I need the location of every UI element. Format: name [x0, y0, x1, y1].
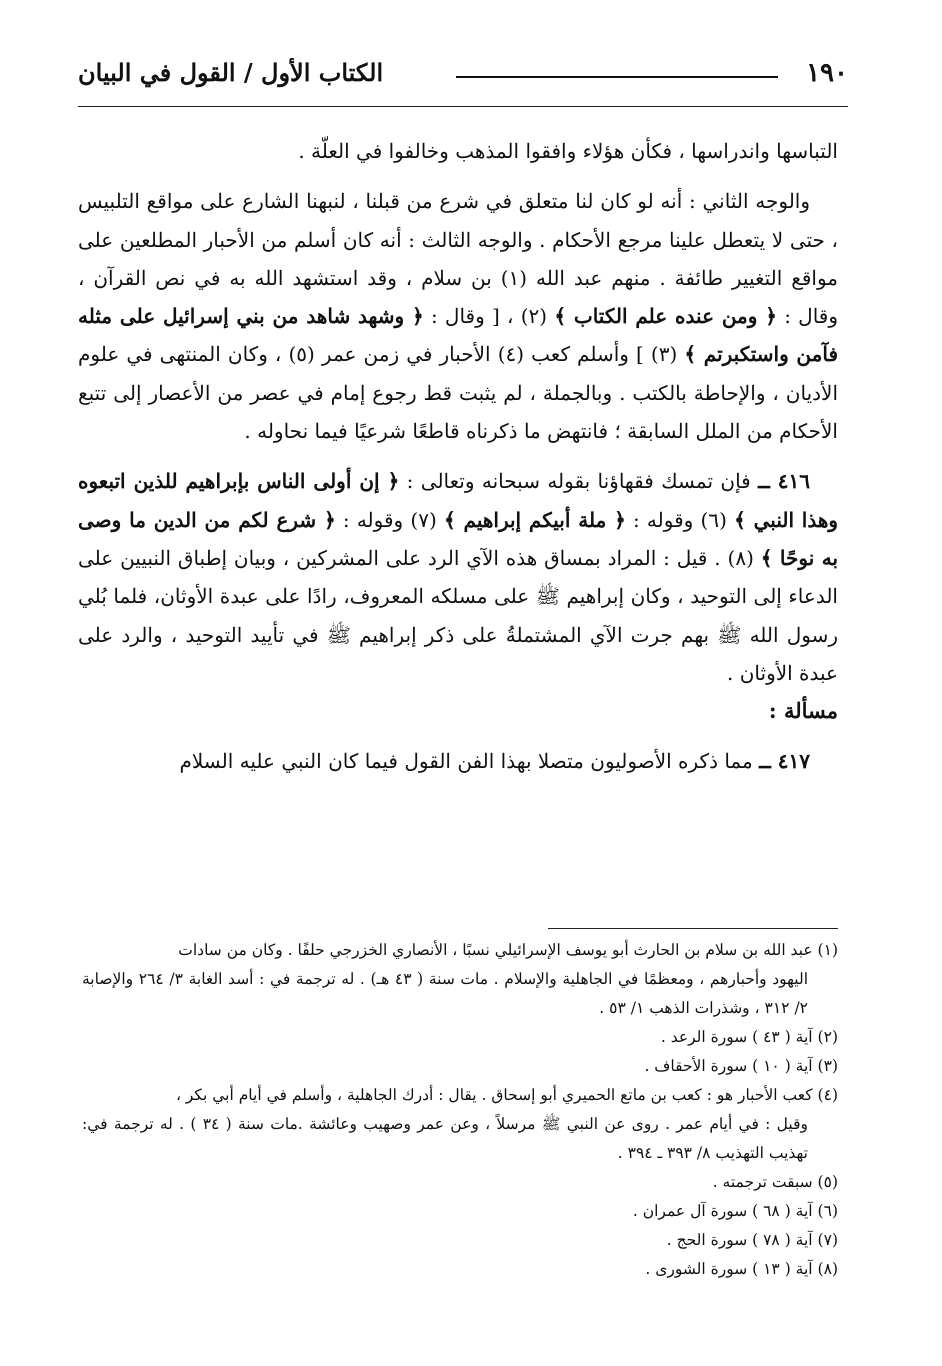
- p2-text-a: والوجه الثاني : أنه لو كان لنا متعلق في شرع من قبلنا ، لنبهنا الشارع على مواقع التلبيس ، حتى لا يتعطل علينا مرجع الأحكام . والوجه الثالث : أنه كان أسلم من الأحبار المطلعين على مواقع التغيير طائفة . منهم عبد الله: [78, 189, 839, 290]
- footnote-ref-5[interactable]: (٥): [288, 342, 315, 367]
- footnote-5: [82, 1168, 838, 1197]
- footnote-ref-3[interactable]: (٣): [650, 342, 678, 367]
- footnote-2: [82, 1023, 838, 1052]
- footnote-7: [82, 1226, 838, 1255]
- header-underline: [78, 106, 848, 107]
- footnote-ref-7[interactable]: (٧): [410, 507, 437, 532]
- p2-text-f: ، وكان المنتهى في علوم الأديان ، والإحاطة بالكتب . وبالجملة ، لم يثبت قط رجوع إمام في عصر من الأعصار إلى تتبع الأحكام من الملل السابقة ؛ فانتهض ما ذكرناه قاطعًا شرعيًا فيما نحاوله .: [78, 342, 838, 444]
- quran-quote-2: ﴿ وشهد شاهد من بني إسرائيل على مثله فآمن واستكبرتم ﴾: [78, 304, 839, 367]
- footnote-marker: (٨): [817, 1260, 838, 1278]
- p4-text-a: مما ذكره الأصوليون متصلا بهذا الفن القول فيما كان النبي عليه السلام: [179, 749, 753, 774]
- p2-text-d: ] وأسلم كعب: [531, 342, 644, 367]
- section-number-416: ٤١٦ ــ: [758, 469, 811, 494]
- footnote-text: عبد الله بن سلام بن الحارث أبو يوسف الإسرائيلي نسبًا ، الأنصاري الخزرجي حلفًا . وكان من سادات: [178, 941, 813, 959]
- footnote-marker: (٧): [817, 1231, 838, 1249]
- footnote-text: كعب الأحبار هو : كعب بن ماتع الحميري أبو إسحاق . يقال : أدرك الجاهلية ، وأسلم في أيام أبي بكر ،: [175, 1086, 813, 1104]
- footnote-text: آية ( ٤٣ ) سورة الرعد .: [660, 1028, 813, 1046]
- p3-text-d: . قيل : المراد بمساق هذه الآي الرد على المشركين ، وبيان إطباق النبيين على الدعاء إلى التوحيد ، وكان إبراهيم ﷺ على مسلكه المعروف، رادًا على عبدة الأوثان، فلما بُلي رسول الله ﷺ بهم جرت الآي المشتملةُ على ذكر إبراهيم ﷺ في تأييد التوحيد ، والرد على عبدة الأوثان .: [78, 545, 838, 685]
- paragraph-1: [78, 132, 838, 170]
- p2-text-c: ، [ وقال :: [430, 304, 514, 329]
- footnote-rule: [548, 928, 838, 929]
- footnote-text: آية ( ١٠ ) سورة الأحقاف .: [644, 1057, 813, 1075]
- section-number-417: ٤١٧ ــ: [759, 749, 810, 774]
- page-number: ١٩٠: [806, 58, 848, 88]
- running-title: الكتاب الأول / القول في البيان: [78, 58, 384, 87]
- p2-text-e: الأحبار في زمن عمر: [321, 342, 491, 367]
- paragraph-1-text: التباسها واندراسها ، فكأن هؤلاء وافقوا المذهب وخالفوا في العلّة .: [298, 139, 838, 163]
- running-header: [78, 56, 848, 102]
- footnote-6: [82, 1197, 838, 1226]
- footnote-marker: (٣): [817, 1057, 838, 1075]
- footnote-continuation: وقيل : في أيام عمر . روى عن النبي ﷺ مرسلاً ، وعن عمر وصهيب وعائشة .مات سنة ( ٣٤ ) . له ترجمة في: تهذيب التهذيب ٨/ ٣٩٣ ـ ٣٩٤ .: [82, 1115, 808, 1162]
- footnote-1: [82, 936, 838, 1023]
- quran-quote-4: ﴿ ملة أبيكم إبراهيم ﴾: [443, 507, 626, 532]
- footnote-marker: (٥): [817, 1173, 838, 1191]
- footnote-ref-2[interactable]: (٢): [520, 304, 548, 329]
- footnote-ref-1[interactable]: (١): [500, 265, 528, 290]
- footnote-text: آية ( ٦٨ ) سورة آل عمران .: [632, 1202, 813, 1220]
- footnote-marker: (٢): [817, 1028, 838, 1046]
- footnote-marker: (٦): [817, 1202, 838, 1220]
- footnote-ref-8[interactable]: (٨): [727, 545, 754, 570]
- footnote-marker: (١): [817, 941, 838, 959]
- p3-text-c: وقوله :: [342, 507, 404, 532]
- paragraph-2: [78, 182, 838, 450]
- footnote-4: [82, 1081, 838, 1168]
- main-text: [78, 132, 838, 781]
- footnote-text: آية ( ١٣ ) سورة الشورى .: [645, 1260, 813, 1278]
- paragraph-416: [78, 462, 838, 692]
- footnote-text: سبقت ترجمته .: [712, 1173, 813, 1191]
- p3-text-b: وقوله :: [633, 507, 694, 532]
- p2-text-b: بن سلام ، وقد استشهد الله به في نص القرآن ، وقال :: [78, 265, 839, 329]
- p3-text-a: فإن تمسك فقهاؤنا بقوله سبحانه وتعالى :: [406, 469, 751, 494]
- quran-quote-3: ﴿ إن أولى الناس بإبراهيم للذين اتبعوه وهذا النبي ﴾: [78, 469, 839, 532]
- footnotes: [82, 936, 838, 1284]
- quran-quote-5: ﴿ شرع لكم من الدين ما وصى به نوحًا ﴾: [78, 507, 839, 570]
- footnote-3: [82, 1052, 838, 1081]
- footnote-continuation: اليهود وأحبارهم ، ومعظمًا في الجاهلية والإسلام . مات سنة ( ٤٣ هـ) . له ترجمة في : أسد الغابة ٣/ ٢٦٤ والإصابة ٢/ ٣١٢ ، وشذرات الذهب ١/ ٥٣ .: [82, 970, 809, 1017]
- footnote-marker: (٤): [817, 1086, 838, 1104]
- footnote-ref-4[interactable]: (٤): [497, 342, 525, 367]
- paragraph-417: [78, 742, 838, 780]
- footnote-text: آية ( ٧٨ ) سورة الحج .: [666, 1231, 813, 1249]
- section-heading: مسألة :: [768, 698, 838, 724]
- footnote-8: [82, 1255, 838, 1284]
- header-rule: [456, 76, 778, 78]
- footnote-ref-6[interactable]: (٦): [700, 507, 727, 532]
- quran-quote-1: ﴿ ومن عنده علم الكتاب ﴾: [554, 304, 777, 329]
